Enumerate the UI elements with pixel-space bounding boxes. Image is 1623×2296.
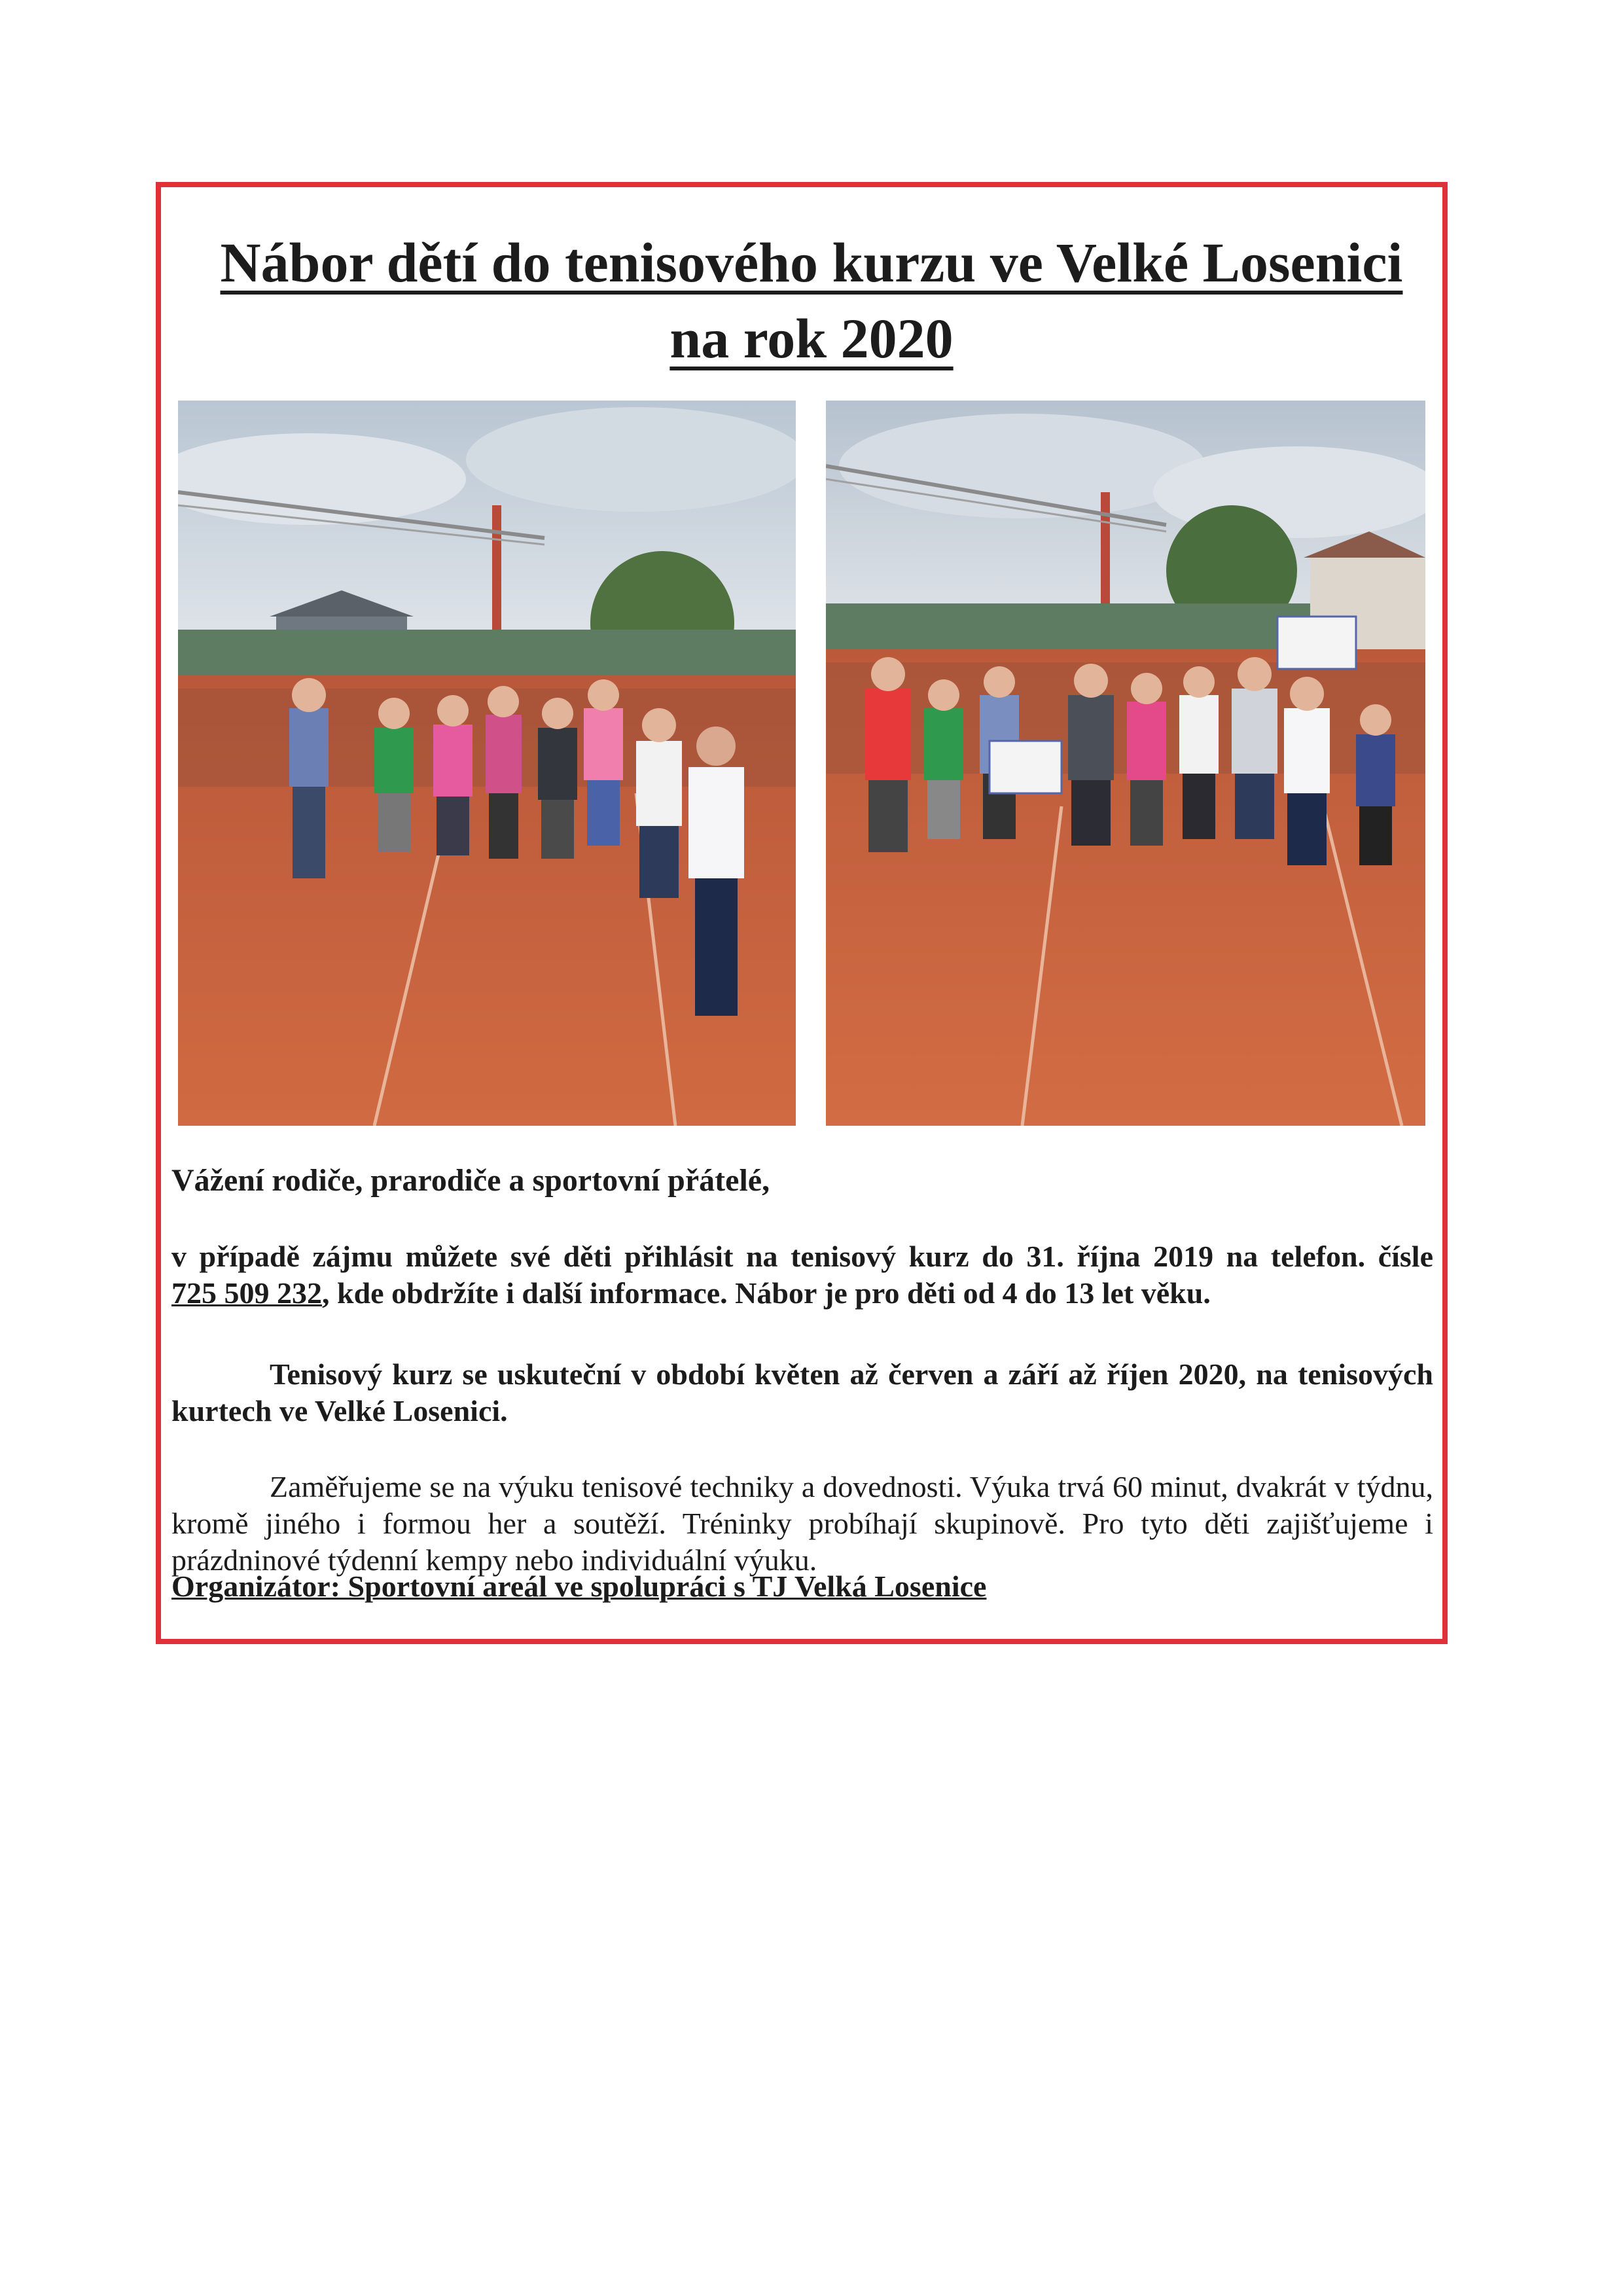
- paragraph-course-period: Tenisový kurz se uskuteční v období květen až červen a září až říjen 2020, na tenisových kurtech ve Velké Losenici.: [171, 1357, 1433, 1427]
- phone-number: 725 509 232: [171, 1276, 322, 1310]
- photo-kids-tennis-court-right: [826, 401, 1425, 1126]
- title-line-1: Nábor dětí do tenisového kurzu ve Velké Losenici: [220, 231, 1403, 294]
- photo-kids-tennis-court-left: [178, 401, 796, 1126]
- title-line-2: na rok 2020: [669, 307, 954, 370]
- paragraph-course-description: Zaměřujeme se na výuku tenisové techniky a dovednosti. Výuka trvá 60 minut, dvakrát v týdnu, kromě jiného i formou her a soutěží. Tréninky probíhají skupinově. Pro tyto děti zajišťujeme i prázdninové týdenní kempy nebo individuální výuku.: [171, 1470, 1433, 1577]
- greeting: Vážení rodiče, prarodiče a sportovní přátelé,: [171, 1163, 770, 1198]
- organizer-line: Organizátor: Sportovní areál ve spolupráci s TJ Velká Losenice: [171, 1570, 987, 1603]
- paragraph-registration-rest: , kde obdržíte i další informace. Nábor je pro děti od 4 do 13 let věku.: [322, 1276, 1211, 1310]
- paragraph-registration-line1: v případě zájmu můžete své děti přihlásit na tenisový kurz do 31. října 2019 na telefon. čísle: [171, 1240, 1433, 1273]
- paragraph-registration: [171, 1238, 1433, 1312]
